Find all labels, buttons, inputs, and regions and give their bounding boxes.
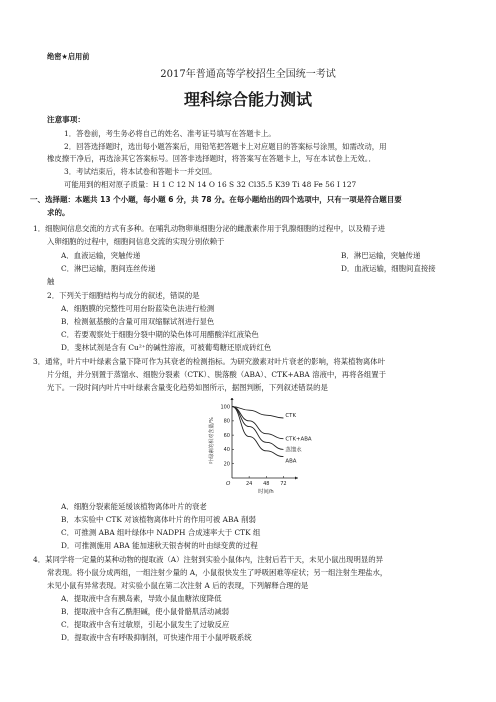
series-label: CTK+ABA	[285, 436, 312, 443]
q4-option-c: C．提取液中含有过敏原，引起小鼠发生了过敏反应	[61, 620, 230, 629]
notes-heading: 注意事项：	[47, 115, 85, 124]
q1-stem-line-2: 入卵细胞的过程中，细胞间信息交流的实现分别依赖于	[47, 237, 225, 246]
y-axis-arrow	[231, 398, 234, 400]
q2-option-d: D．斐林试剂是含有 Cu²⁺的碱性溶液，可被葡萄糖还原成砖红色	[61, 343, 272, 352]
y-tick-label: 20	[223, 461, 230, 468]
y-tick-label: 60	[223, 432, 230, 439]
q4-stem-line-2: 常表现。将小鼠分成两组，一组注射少量的 A，小鼠很快发生了呼吸困难等症状；另一组注射生理盐水，	[47, 568, 388, 577]
note-2-line-2: 橡皮擦干净后，再选涂其它答案标号。回答非选择题时，将答案写在答题卡上，写在本试卷上无效。．	[47, 154, 376, 163]
q3-stem-line-3: 光下。一段时间内叶片中叶绿素含量变化趋势如图所示，据图判断，下列叙述错误的是	[47, 383, 328, 392]
note-3: 3．考试结束后，将本试卷和答题卡一并交回。	[64, 167, 217, 176]
y-tick-label: 40	[223, 447, 230, 454]
x-tick-label: 72	[280, 481, 287, 487]
series-label: ABA	[285, 458, 297, 465]
note-2-line-1: 2．回答选择题时，选出每小题答案后，用铅笔把答题卡上对应题目的答案标号涂黑，如需改动，用	[64, 142, 387, 151]
x-tick-label: 48	[263, 481, 270, 487]
q2-stem: 2．下列关于细胞结构与成分的叙述，错误的是	[47, 291, 200, 300]
note-1: 1．答卷前，考生务必将自己的姓名、准考证号填写在答题卡上。	[64, 129, 276, 138]
q1-option-c: C．淋巴运输，胞间连丝传递	[61, 264, 156, 273]
x-axis-arrow	[295, 477, 298, 480]
q3-option-a: A．细胞分裂素能延缓该植物离体叶片的衰老	[61, 502, 207, 511]
series-label: CTK	[285, 413, 297, 419]
page-title: 理科综合能力测试	[183, 90, 312, 109]
section-heading-line-2: 求的。	[47, 208, 70, 217]
q3-stem-line-1: 3．通常，叶片中叶绿素含量下降可作为其衰老的检测指标。为研究激素对叶片衰老的影响，将某植物离体叶	[33, 357, 386, 366]
q4-option-b: B．提取液中含有乙酰胆碱，使小鼠骨骼肌活动减弱	[61, 607, 230, 616]
q4-stem-line-1: 4．某同学将一定量的某种动物的提取液（A）注射到实验小鼠体内，注射后若干天，未见小鼠出现明显的异	[33, 555, 384, 564]
q1-option-a: A．血液运输，突触传递	[61, 251, 141, 260]
q1-option-b: B．淋巴运输，突触传递	[341, 251, 421, 260]
confidential-mark: 绝密★启用前	[47, 52, 90, 61]
exam-name: 2017年普通高等学校招生全国统一考试	[160, 69, 336, 80]
x-tick-label: 24	[245, 481, 253, 487]
q4-option-d: D．提取液中含有呼吸抑制剂，可快速作用于小鼠呼吸系统	[61, 633, 252, 642]
q1-option-d-cont: 触	[47, 277, 55, 286]
y-axis-label: 叶绿素的相对含量/%	[209, 417, 215, 464]
series-label: 蒸馏水	[285, 447, 302, 454]
q2-option-b: B．检测氨基酸的含量可用双缩脲试剂进行显色	[61, 317, 215, 326]
q1-stem-line-1: 1．细胞间信息交流的方式有多种。在哺乳动物卵巢细胞分泌的雌激素作用于乳腺细胞的过程中，以及精子进	[33, 224, 386, 233]
x-axis-label: 时间/h	[258, 489, 274, 494]
q2-option-a: A．细胞膜的完整性可用台盼蓝染色法进行检测	[61, 304, 215, 313]
q4-option-a: A．提取液中含有胰岛素，导致小鼠血糖浓度降低	[61, 594, 222, 603]
q3-stem-line-2: 片分组，并分别置于蒸馏水、细胞分裂素（CTK）、脱落酸（ABA）、CTK+ABA 溶液中，再将各组置于	[47, 370, 387, 379]
section-heading-line-1: 一、选择题：本题共 13 个小题，每小题 6 分，共 78 分。在每小题给出的四个选项中，只有一项是符合题目要	[30, 195, 402, 204]
q3-option-c: C．可推测 ABA 组叶绿体中 NADPH 合成速率大于 CTK 组	[61, 528, 261, 537]
atomic-masses: 可能用到的相对原子质量：H 1 C 12 N 14 O 16 S 32 Cl35.5 K39 Ti 48 Fe 56 I 127	[64, 180, 357, 189]
q3-option-b: B．本实验中 CTK 对该植物离体叶片的作用可被 ABA 削弱	[61, 515, 256, 524]
q3-option-d: D．可推测施用 ABA 能加速秋天银杏树的叶由绿变黄的过程	[61, 541, 258, 550]
q4-stem-line-3: 未见小鼠有异常表现。对实验小鼠在第二次注射 A 后的表现，下列解释合理的是	[47, 581, 309, 590]
q2-option-c: C．若要观察处于细胞分裂中期的染色体可用醋酸洋红液染色	[61, 330, 259, 339]
q1-option-d: D．血液运输，细胞间直接接	[341, 264, 436, 273]
y-tick-label: 100	[220, 404, 230, 411]
origin-label: O	[226, 481, 231, 487]
y-tick-label: 80	[223, 418, 230, 425]
chlorophyll-chart	[208, 398, 318, 494]
